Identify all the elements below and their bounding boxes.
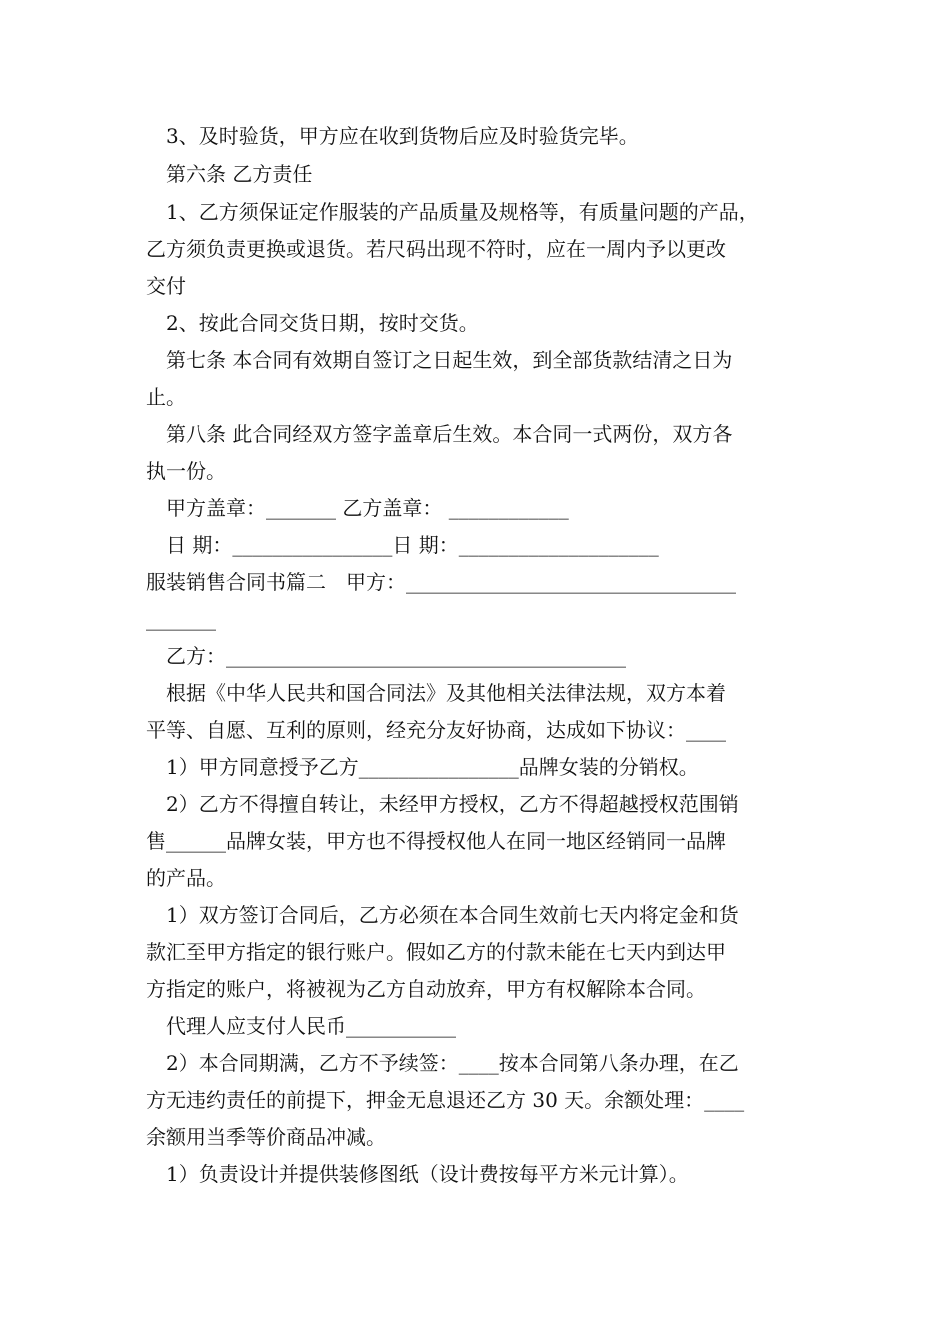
signature-line: 甲方盖章：_______ 乙方盖章： ____________ xyxy=(166,496,569,520)
section-heading: 第七条 本合同有效期自签订之日起生效，到全部货款结清之日为 xyxy=(166,348,733,372)
text-line: 款汇至甲方指定的银行账户。假如乙方的付款未能在七天内到达甲 xyxy=(146,940,726,964)
text-line: 1）双方签订合同后，乙方必须在本合同生效前七天内将定金和货 xyxy=(166,903,739,927)
section-heading: 第六条 乙方责任 xyxy=(166,162,313,186)
text-line: 1）甲方同意授予乙方________________品牌女装的分销权。 xyxy=(166,755,699,779)
text-line: 2、按此合同交货日期，按时交货。 xyxy=(166,311,479,335)
text-line: 1）负责设计并提供装修图纸（设计费按每平方米元计算）。 xyxy=(166,1162,689,1186)
text-line: 平等、自愿、互利的原则，经充分友好协商，达成如下协议：____ xyxy=(146,718,726,742)
text-line: 2）乙方不得擅自转让，未经甲方授权，乙方不得超越授权范围销 xyxy=(166,792,739,816)
text-line: 乙方须负责更换或退货。若尺码出现不符时，应在一周内予以更改 xyxy=(146,237,726,261)
date-line: 日 期：________________日 期：____________________ xyxy=(166,533,659,557)
text-line: 的产品。 xyxy=(146,866,226,890)
text-line: 交付 xyxy=(146,274,186,298)
text-line: 方无违约责任的前提下，押金无息退还乙方 30 天。余额处理：____ xyxy=(146,1088,745,1112)
text-line: 代理人应支付人民币___________ xyxy=(166,1014,456,1038)
text-line: 3、及时验货，甲方应在收到货物后应及时验货完毕。 xyxy=(166,124,639,148)
text-line: 执一份。 xyxy=(146,459,226,483)
text-line: 方指定的账户，将被视为乙方自动放弃，甲方有权解除本合同。 xyxy=(146,977,706,1001)
contract-title-line: 服装销售合同书篇二 甲方：_________________________________ xyxy=(146,570,736,594)
text-line: 止。 xyxy=(146,385,186,409)
text-line: 2）本合同期满，乙方不予续签：____按本合同第八条办理，在乙 xyxy=(166,1051,739,1075)
party-b-line: 乙方：________________________________________ xyxy=(166,644,626,668)
text-line: 售______品牌女装，甲方也不得授权他人在同一地区经销同一品牌 xyxy=(146,829,726,853)
text-line: _______ xyxy=(146,607,216,631)
text-line: 余额用当季等价商品冲减。 xyxy=(146,1125,386,1149)
section-heading: 第八条 此合同经双方签字盖章后生效。本合同一式两份，双方各 xyxy=(166,422,733,446)
text-line: 1、乙方须保证定作服装的产品质量及规格等，有质量问题的产品， xyxy=(166,200,759,224)
text-line: 根据《中华人民共和国合同法》及其他相关法律法规，双方本着 xyxy=(166,681,726,705)
